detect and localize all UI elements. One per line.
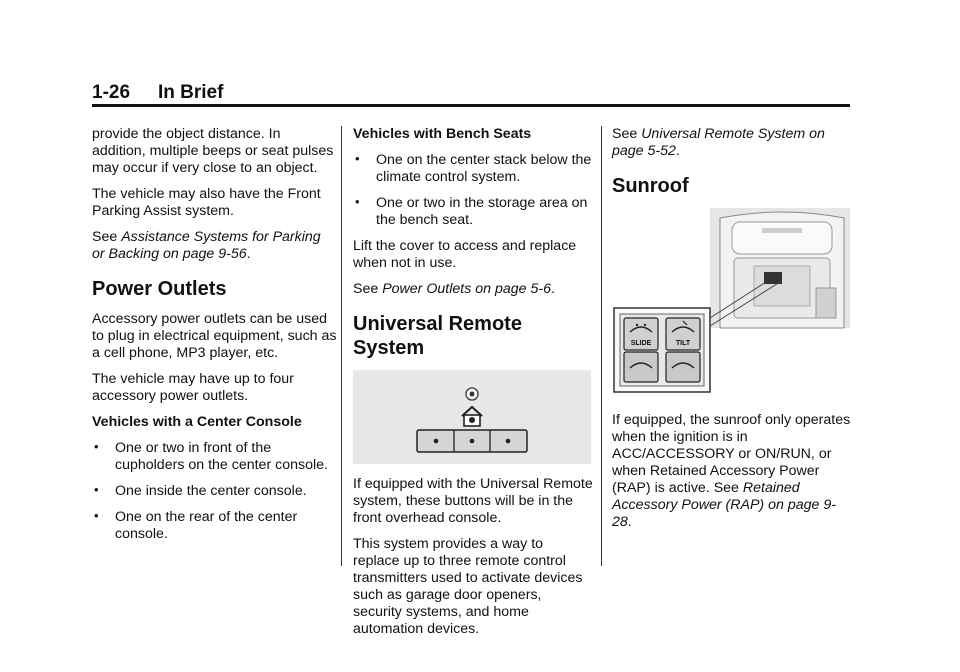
column-2: [353, 126, 593, 647]
heading-sunroof: Sunroof: [612, 175, 689, 197]
paragraph-see: [353, 281, 593, 298]
bullet-list: [353, 152, 593, 229]
period: .: [675, 143, 680, 159]
page-header: [92, 82, 850, 106]
cross-reference-link[interactable]: Power Outlets on page 5-6: [382, 281, 551, 297]
column-divider: [341, 126, 342, 566]
paragraph-see: [92, 229, 337, 263]
heading-universal-remote: Universal Remote System: [353, 313, 522, 359]
section-title: In Brief: [158, 82, 224, 103]
slide-label: SLIDE: [630, 340, 652, 347]
paragraph: If equipped with the Universal Remote system, these buttons will be in the front overhead console.: [353, 476, 593, 526]
paragraph: This system provides a way to replace up to three remote control transmitters used to activate devices such as garage door openers, security systems, and home automation devices.: [353, 536, 583, 637]
remote-button-panel[interactable]: [417, 430, 527, 452]
paragraph: The vehicle may also have the Front Parking Assist system.: [92, 186, 321, 219]
list-item: • One on the center stack below the climate control system.: [353, 152, 593, 186]
sunroof-control-figure: [612, 208, 850, 404]
indicator-light-icon: [466, 388, 478, 400]
column-1: [92, 126, 337, 552]
page-number: 1-26: [92, 82, 131, 103]
cross-reference-link[interactable]: Assistance Systems for Parking or Backing on page 9-56: [92, 229, 321, 262]
period: .: [550, 281, 555, 297]
paragraph-text: If equipped, the sunroof only operates when the ignition is in ACC/ACCESSORY or ON/RUN, or when Retained Accessory Power (RAP) is active. See: [612, 412, 851, 496]
see-text: See: [92, 229, 122, 245]
home-icon: [462, 407, 482, 426]
see-text: See: [353, 281, 383, 297]
tilt-label: TILT: [675, 340, 691, 347]
bullet-list: [92, 440, 337, 543]
list-item: • One or two in front of the cupholders on the center console.: [92, 440, 337, 474]
paragraph-see: [612, 126, 852, 160]
paragraph: The vehicle may have up to four accessory power outlets.: [92, 371, 294, 404]
header-rule: [92, 104, 850, 107]
paragraph-see: [612, 412, 852, 531]
paragraph: provide the object distance. In addition, multiple beeps or seat pulses may occur if very close to an object.: [92, 126, 334, 176]
heading-power-outlets: Power Outlets: [92, 278, 227, 300]
subheading-bench-seats: Vehicles with Bench Seats: [353, 126, 532, 142]
list-item: • One on the rear of the center console.: [92, 509, 337, 543]
paragraph: Accessory power outlets can be used to plug in electrical equipment, such as a cell phone, MP3 player, etc.: [92, 311, 337, 361]
cross-reference-link[interactable]: Retained Accessory Power (RAP) on page 9-28: [612, 480, 836, 530]
universal-remote-figure: [353, 370, 591, 464]
subheading-center-console: Vehicles with a Center Console: [92, 414, 302, 430]
period: .: [627, 514, 632, 530]
list-item: • One or two in the storage area on the bench seat.: [353, 195, 593, 229]
paragraph: Lift the cover to access and replace when not in use.: [353, 238, 577, 271]
list-item: • One inside the center console.: [92, 483, 337, 500]
period: .: [246, 246, 251, 262]
cross-reference-link[interactable]: Universal Remote System on page 5-52: [612, 126, 825, 159]
column-divider: [601, 126, 602, 566]
column-3: [612, 126, 852, 540]
overhead-console-illustration: [710, 208, 850, 328]
see-text: See: [612, 126, 642, 142]
sunroof-switch-panel[interactable]: [614, 308, 710, 392]
